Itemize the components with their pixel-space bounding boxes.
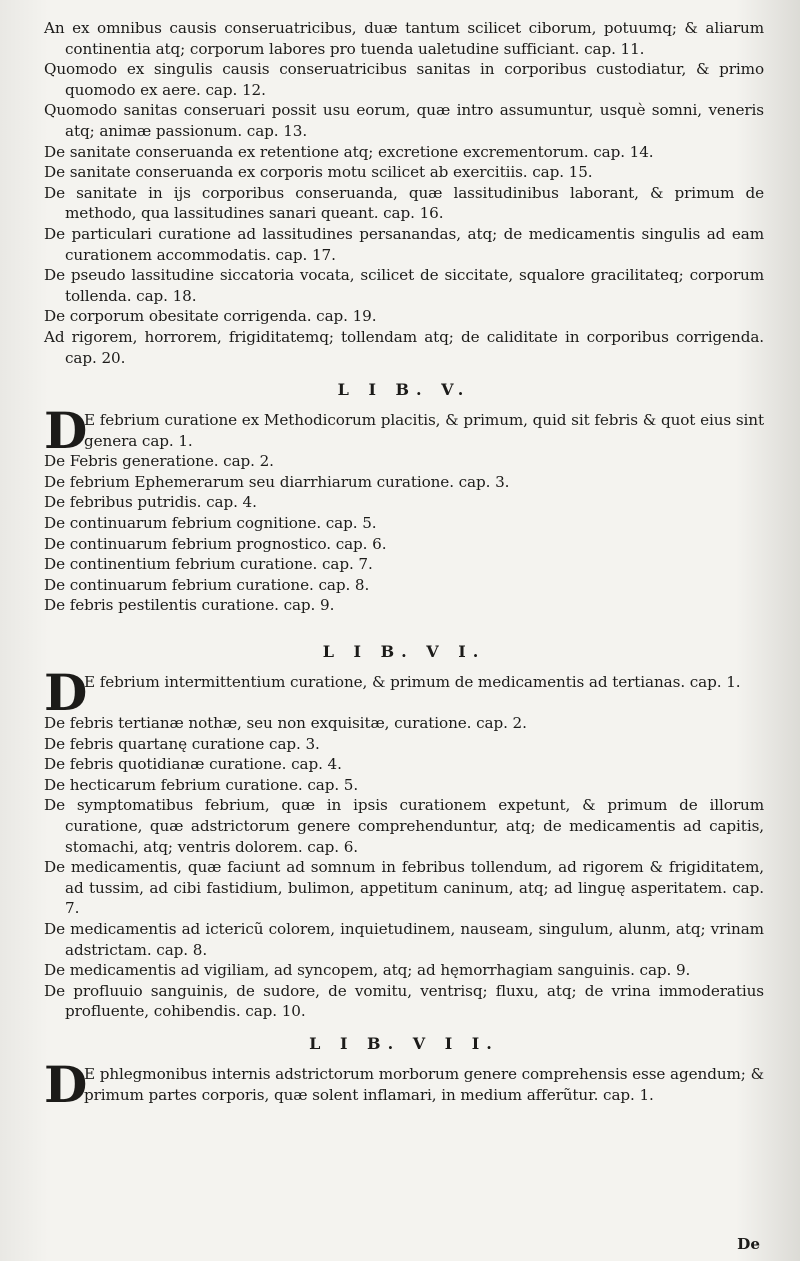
toc-entry: De Febris generatione. cap. 2. (44, 452, 274, 471)
toc-entry: De sanitate conseruanda ex corporis motu scilicet ab exercitiis. cap. 15. (44, 163, 593, 182)
toc-entry: De febrium Ephemerarum seu diarrhiarum curatione. cap. 3. (44, 472, 510, 491)
toc-entry-text: E febrium curatione ex Methodicorum placitis, & primum, quid sit febris & quot eius sint genera cap. 1. (84, 411, 764, 450)
toc-entry: De febribus putridis. cap. 4. (44, 493, 257, 512)
toc-entry: De medicamentis ad vigiliam, ad syncopem, atq; ad hęmorrhagiam sanguinis. cap. 9. (44, 961, 691, 980)
toc-entry: Ad rigorem, horrorem, frigiditatemq; tollendam atq; de caliditate in corporibus corrigenda. cap. 20. (44, 327, 764, 367)
toc-entry: Quomodo sanitas conseruari possit usu eorum, quæ intro assumuntur, usquè somni, veneris atq; animæ passionum. cap. 13. (44, 101, 764, 140)
book-heading-5: L I B. V. (337, 380, 471, 400)
drop-cap: D (44, 663, 88, 723)
toc-entry: De profluuio sanguinis, de sudore, de vomitu, ventrisq; fluxu, atq; de vrina immoderatius profluente, cohibendis. cap. 10. (44, 981, 764, 1021)
toc-entry: Quomodo ex singulis causis conseruatricibus sanitas in corporibus custodiatur, & primo quomodo ex aere. cap. 12. (44, 60, 764, 99)
catchword: De (737, 1235, 760, 1253)
toc-entry: De symptomatibus febrium, quæ in ipsis curationem expetunt, & primum de illorum curatione, quæ adstrictorum genere comprehenduntur, atq; de medicamentis ad capitis, stomachi, atq; ventris dolorem. cap. 6. (44, 796, 764, 856)
toc-entry: De medicamentis ad ictericũ colorem, inquietudinem, nauseam, singulum, alunm, atq; vrinam adstrictam. cap. 8. (44, 919, 764, 959)
toc-entry-first (44, 1054, 764, 1114)
toc-entry: De febris quartanę curatione cap. 3. (44, 734, 320, 753)
toc-entry: De particulari curatione ad lassitudines persanandas, atq; de medicamentis singulis ad eam curationem accommodatis. cap. 17. (44, 224, 764, 264)
toc-entry-first (44, 401, 764, 461)
toc-entry: De corporum obesitate corrigenda. cap. 19. (44, 307, 377, 326)
toc-entry-text: E phlegmonibus internis adstrictorum morborum genere comprehensis esse agendum; & primum partes corporis, quæ solent inflamari, in medium afferũtur. cap. 1. (84, 1064, 764, 1104)
toc-entry: De pseudo lassitudine siccatoria vocata, scilicet de siccitate, squalore gracilitateq; corporum tollenda. cap. 18. (44, 266, 764, 305)
top-entries (44, 18, 764, 368)
toc-entry-text: E febrium intermittentium curatione, & primum de medicamentis ad tertianas. cap. 1. (84, 673, 741, 692)
toc-entry: De continuarum febrium prognostico. cap. 6. (44, 534, 387, 553)
toc-entry: De hecticarum febrium curatione. cap. 5. (44, 775, 359, 794)
drop-cap: D (44, 1054, 88, 1114)
toc-entry: An ex omnibus causis conseruatricibus, duæ tantum scilicet ciborum, potuumq; & aliarum continentia atq; corporum labores pro tuenda ualetudine sufficiant. cap. 11. (44, 19, 764, 58)
drop-cap: D (44, 401, 88, 461)
toc-entry: De sanitate in ijs corporibus conseruanda, quæ lassitudinibus laborant, & primum de methodo, qua lassitudines sanari queant. cap. 16. (44, 183, 764, 223)
toc-entry: De continuarum febrium cognitione. cap. 5. (44, 514, 377, 533)
toc-entry-first (44, 663, 764, 723)
book-heading-6: L I B. V I. (322, 642, 486, 662)
book-heading-7: L I B. V I I. (309, 1033, 499, 1053)
toc-entry: De medicamentis, quæ faciunt ad somnum in febribus tollendum, ad rigorem & frigiditatem, ad tussim, ad cibi fastidium, bulimon, appetitum caninum, atq; ad linguę asperitatem. cap. 7. (44, 858, 764, 918)
toc-entry: De febris tertianæ nothæ, seu non exquisitæ, curatione. cap. 2. (44, 714, 527, 733)
toc-entry: De sanitate conseruanda ex retentione atq; excretione excrementorum. cap. 14. (44, 142, 654, 161)
toc-entry: De febris pestilentis curatione. cap. 9. (44, 596, 335, 615)
toc-entry: De continuarum febrium curatione. cap. 8. (44, 575, 370, 594)
toc-entry: De febris quotidianæ curatione. cap. 4. (44, 755, 342, 774)
toc-entry: De continentium febrium curatione. cap. 7. (44, 555, 373, 574)
